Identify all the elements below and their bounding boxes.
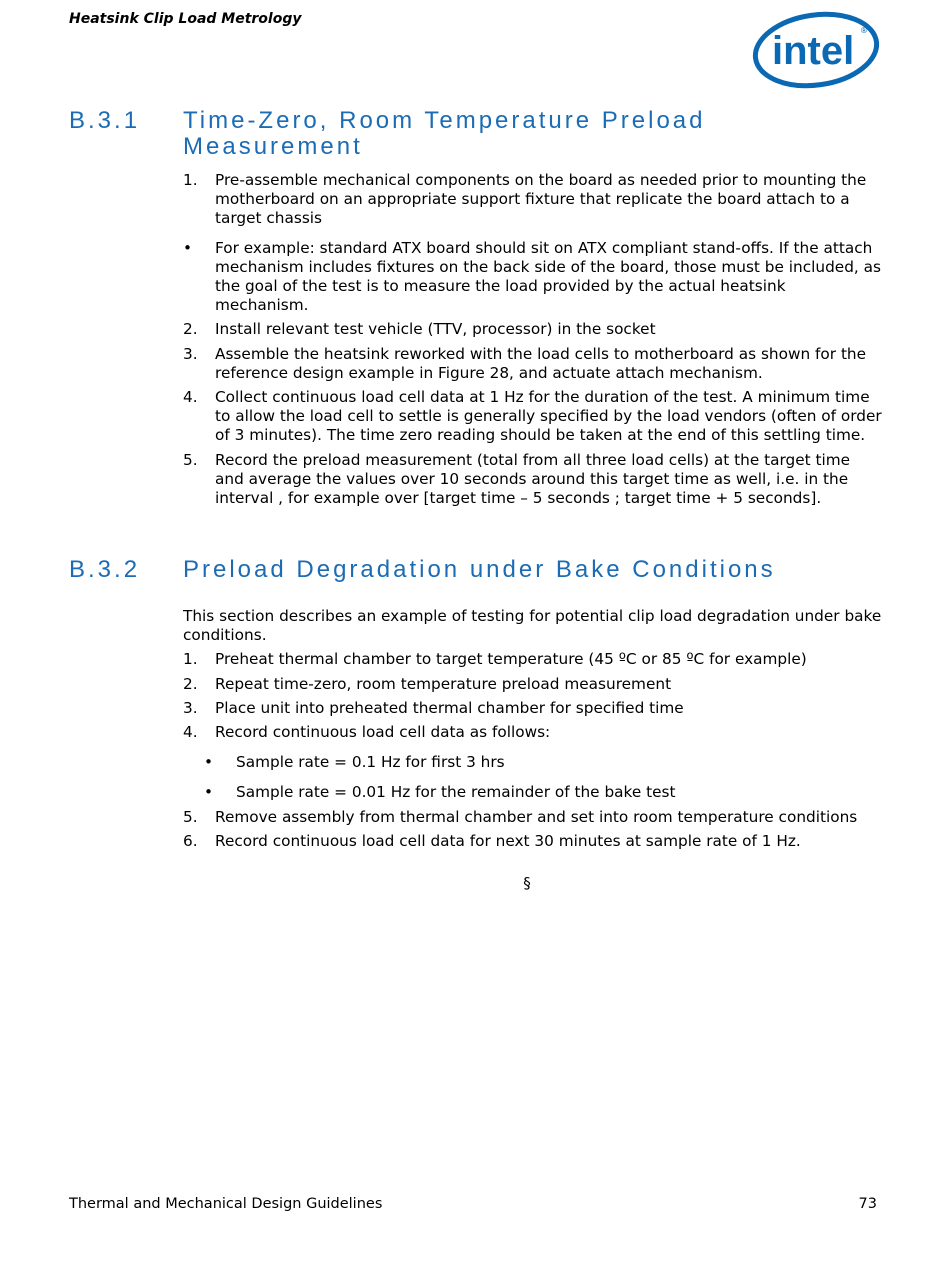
section-intro-paragraph: This section describes an example of testing for potential clip load degradation under bake conditions. (183, 607, 882, 645)
footer-document-title: Thermal and Mechanical Design Guidelines (69, 1196, 383, 1212)
list-item (183, 320, 883, 339)
list-item (183, 832, 883, 851)
end-of-section-mark: § (523, 874, 531, 892)
list-marker: 2. (183, 320, 198, 339)
list-item (183, 239, 883, 316)
list-item-text: Record continuous load cell data as follows: (215, 723, 551, 742)
bullet-marker: • (204, 753, 214, 772)
list-marker: 5. (183, 450, 198, 469)
svg-text:®: ® (860, 26, 868, 35)
list-item-text: Pre-assemble mechanical components on the board as needed prior to mounting the motherboard on an appropriate support fixture that replicate the board attach to a target chassis (215, 171, 867, 228)
list-item (183, 345, 883, 383)
list-marker: 1. (183, 650, 198, 669)
list-marker: 1. (183, 171, 198, 189)
section-b31-list (183, 171, 883, 508)
bullet-marker: • (204, 783, 214, 802)
sub-list-item (183, 753, 883, 772)
intel-logo-text: intel (772, 29, 855, 73)
list-item-text: Preheat thermal chamber to target temperature (45 ºC or 85 ºC for example) (215, 650, 807, 669)
sub-list-item (183, 783, 883, 802)
list-marker: 4. (183, 723, 198, 742)
section-number: B.3.1 (69, 107, 141, 134)
section-number: B.3.2 (69, 556, 141, 583)
footer-page-number: 73 (858, 1196, 877, 1212)
section-b32-body (183, 607, 883, 851)
section-heading-b32 (69, 557, 829, 585)
bullet-marker: • (183, 238, 193, 257)
list-item (183, 723, 883, 742)
section-title: Time-Zero, Room Temperature Preload Measurement (183, 107, 706, 160)
list-item-text: Place unit into preheated thermal chamber for specified time (215, 698, 684, 717)
list-marker: 3. (183, 344, 198, 363)
list-item (183, 808, 883, 827)
list-item-text: Sample rate = 0.1 Hz for first 3 hrs (236, 753, 505, 772)
list-item-text: Install relevant test vehicle (TTV, processor) in the socket (215, 320, 656, 339)
list-marker: 4. (183, 388, 198, 407)
intel-logo (752, 6, 884, 92)
list-item (183, 451, 883, 509)
list-item (183, 650, 883, 669)
list-item (183, 171, 883, 229)
list-item-text: Record continuous load cell data for next 30 minutes at sample rate of 1 Hz. (215, 831, 801, 850)
list-item (183, 699, 883, 718)
section-title: Preload Degradation under Bake Conditions (183, 556, 776, 583)
list-item-text: Collect continuous load cell data at 1 Hz for the duration of the test. A minimum time to allow the load cell to settle is generally specified by the load vendors (often of order of 3 minutes). The time zero reading should be taken at the end of this settling time. (215, 388, 882, 445)
list-item-text: Assemble the heatsink reworked with the load cells to motherboard as shown for the reference design example in Figure 28, and actuate attach mechanism. (215, 344, 867, 382)
list-marker: 6. (183, 831, 198, 850)
list-item-text: Remove assembly from thermal chamber and set into room temperature conditions (215, 807, 858, 826)
list-item (183, 388, 883, 446)
list-marker: 2. (183, 674, 198, 693)
list-item-text: Repeat time-zero, room temperature preload measurement (215, 674, 672, 693)
list-marker: 5. (183, 807, 198, 826)
running-header-title: Heatsink Clip Load Metrology (69, 11, 302, 27)
list-item-text: Record the preload measurement (total from all three load cells) at the target time and average the values over 10 seconds around this target time as well, i.e. in the interval , for example over [target time – 5 seconds ; target time + 5 seconds]. (215, 450, 851, 508)
list-item (183, 675, 883, 694)
list-item-text: For example: standard ATX board should sit on ATX compliant stand-offs. If the attach mechanism includes fixtures on the back side of the board, those must be included, as the goal of the test is to measure the load provided by the actual heatsink mechanism. (215, 238, 881, 315)
section-heading-b31 (69, 108, 829, 162)
list-item-text: Sample rate = 0.01 Hz for the remainder of the bake test (236, 783, 676, 802)
list-marker: 3. (183, 698, 198, 717)
